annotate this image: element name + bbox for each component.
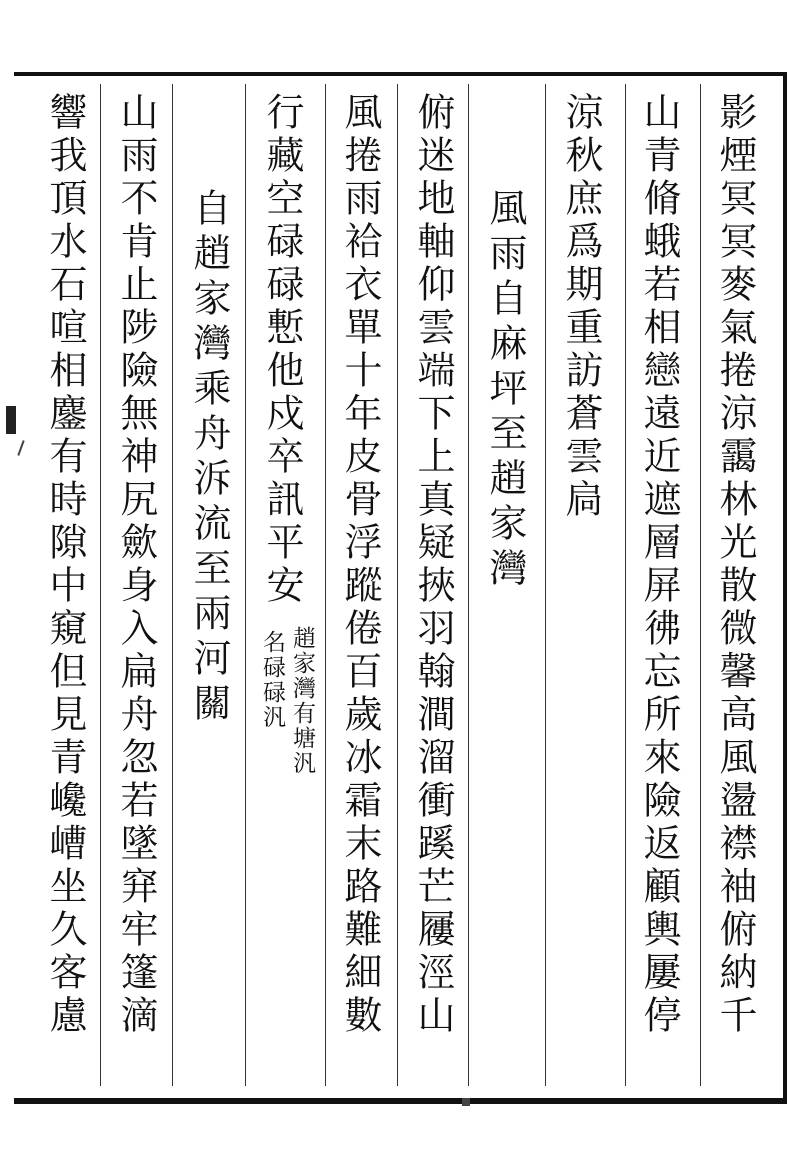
text-column-1: 影煙冥冥麥氣捲涼靄林光散微馨高風盪襟袖俯納千	[713, 92, 757, 1038]
bottom-mark	[462, 1098, 470, 1106]
text-column-3: 涼秋庶爲期重訪蒼雲扃	[559, 92, 603, 522]
text-column-5: 俯迷地軸仰雲端下上真疑挾羽翰澗溜衝蹊芒屨涇山	[411, 92, 455, 1038]
text-column-7: 行藏空碌碌慙他戍卒訊平安	[260, 92, 304, 608]
column-divider	[172, 84, 173, 1086]
column-divider	[325, 84, 326, 1086]
column-divider	[625, 84, 626, 1086]
text-column-9: 山雨不肯止陟險無神尻歛身入扁舟忽若墜穽牢篷滴	[114, 92, 158, 1038]
column-divider	[700, 84, 701, 1086]
text-column-6: 風捲雨袷衣單十年皮骨浮蹤倦百歲冰霜末路難細數	[338, 92, 382, 1038]
column-divider	[545, 84, 546, 1086]
poem-title-2: 自趙家灣乘舟泝流至兩河關	[187, 188, 231, 728]
annotation-right: 趙家灣有塘汎	[289, 626, 315, 776]
column-divider	[468, 84, 469, 1086]
text-column-2: 山青脩蛾若相戀遠近遮層屏彿忘所來險返顧輿屢停	[637, 92, 681, 1038]
column-divider	[245, 84, 246, 1086]
poem-title-1: 風雨自麻坪至趙家灣	[483, 188, 527, 593]
text-column-10: 響我頂水石喧相鏖有時隙中窺但見青巉嶆坐久客慮	[43, 92, 87, 1038]
column-divider	[397, 84, 398, 1086]
annotation-left: 名碌碌汎	[259, 630, 285, 730]
margin-mark	[6, 406, 16, 434]
column-divider	[100, 84, 101, 1086]
